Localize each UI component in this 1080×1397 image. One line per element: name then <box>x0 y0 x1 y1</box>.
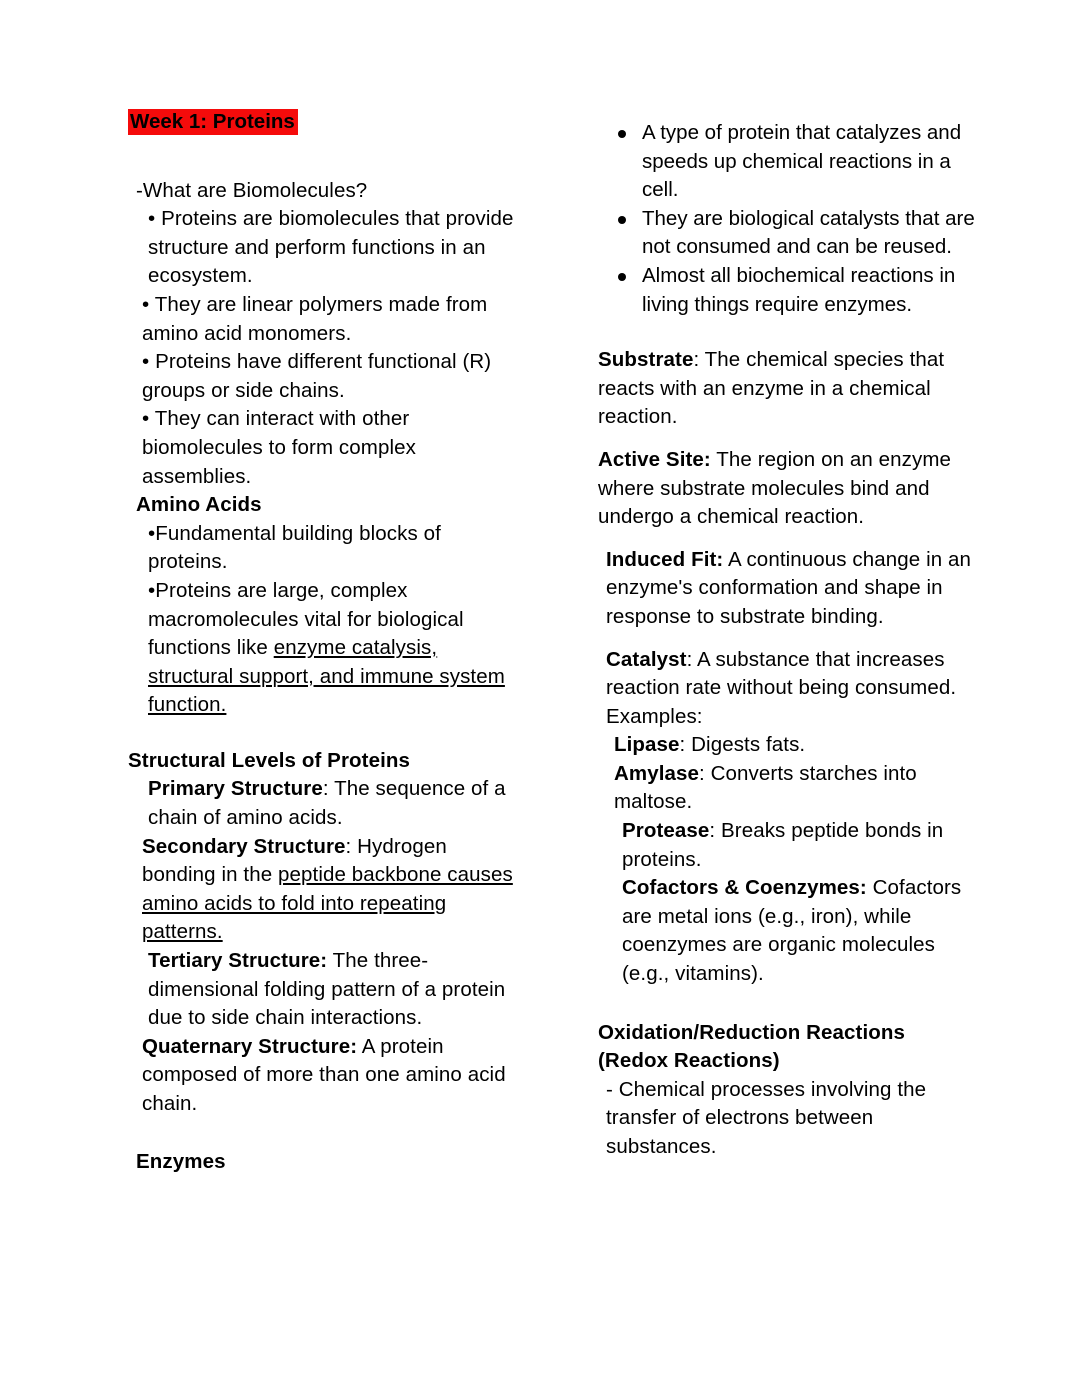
secondary-structure <box>128 833 518 947</box>
primary-structure-text: : The sequence of a chain of amino acids. <box>148 777 506 830</box>
redox-heading: Oxidation/Reduction Reactions (Redox Reactions) <box>598 1020 906 1073</box>
protease-text: : Breaks peptide bonds in proteins. <box>622 819 944 871</box>
amylase-definition <box>588 760 978 817</box>
amino-acids-point-2-plain: •Proteins are large, complex macromolecules vital for biological functions like <box>148 578 464 660</box>
tertiary-structure-text: The three-dimensional folding pattern of a protein due to side chain interactions. <box>148 949 506 1030</box>
primary-structure <box>128 775 518 832</box>
lipase-label: Lipase <box>614 733 680 757</box>
amylase-text: : Converts starches into maltose. <box>614 761 917 814</box>
induced-fit-text: A continuous change in an enzyme's conformation and shape in response to substrate binding. <box>606 547 972 628</box>
page-title <box>128 108 518 137</box>
tertiary-structure <box>128 947 518 1033</box>
amino-acids-point-2-underlined: enzyme catalysis, structural support, and immune system function. <box>148 636 505 717</box>
biomolecules-bullet-2: • They are linear polymers made from amino acid monomers. <box>142 292 488 345</box>
catalyst-definition <box>588 646 978 703</box>
lipase-text: : Digests fats. <box>679 733 806 757</box>
active-site-label: Active Site: <box>598 447 711 471</box>
left-column <box>128 108 518 1176</box>
substrate-label: Substrate <box>598 348 694 372</box>
substrate-definition <box>588 346 978 432</box>
amino-acids-point-2 <box>128 577 518 720</box>
primary-structure-label: Primary Structure <box>148 777 323 801</box>
active-site-text: The region on an enzyme where substrate molecules bind and undergo a chemical reaction. <box>598 447 952 529</box>
amino-acids-point-1: •Fundamental building blocks of proteins. <box>148 521 441 574</box>
enzyme-bullet-list <box>588 119 978 319</box>
list-item: A type of protein that catalyzes and speeds up chemical reactions in a cell. <box>642 119 978 205</box>
list-item: Almost all biochemical reactions in living things require enzymes. <box>642 262 978 319</box>
secondary-structure-text: : Hydrogen bonding in the <box>142 834 447 887</box>
tertiary-structure-label: Tertiary Structure: <box>148 949 328 973</box>
structural-levels-heading: Structural Levels of Proteins <box>128 748 411 772</box>
active-site-definition <box>588 446 978 532</box>
secondary-structure-underlined: peptide backbone causes amino acids to fold into repeating patterns. <box>142 863 513 944</box>
quaternary-structure <box>128 1033 518 1119</box>
protease-label: Protease <box>622 819 710 843</box>
cofactors-text: Cofactors are metal ions (e.g., iron), while coenzymes are organic molecules (e.g., vitamins). <box>622 876 962 986</box>
biomolecules-bullet-4: • They can interact with other biomolecules to form complex assemblies. <box>142 407 416 488</box>
examples-label: Examples: <box>606 704 703 728</box>
redox-text: - Chemical processes involving the transfer of electrons between substances. <box>606 1077 927 1158</box>
secondary-structure-label: Secondary Structure <box>142 834 346 858</box>
cofactors-definition <box>588 874 978 988</box>
quaternary-structure-label: Quaternary Structure: <box>142 1034 358 1058</box>
enzymes-heading: Enzymes <box>136 1149 226 1173</box>
amylase-label: Amylase <box>614 761 700 785</box>
biomolecules-question: -What are Biomolecules? <box>136 178 368 202</box>
catalyst-label: Catalyst <box>606 647 687 671</box>
protease-definition <box>588 817 978 874</box>
induced-fit-label: Induced Fit: <box>606 547 724 571</box>
substrate-text: : The chemical species that reacts with an enzyme in a chemical reaction. <box>598 348 945 429</box>
list-item: They are biological catalysts that are not consumed and can be reused. <box>642 205 978 262</box>
two-column-layout <box>128 108 975 1176</box>
catalyst-text: : A substance that increases reaction rate without being consumed. <box>606 647 957 700</box>
quaternary-structure-text: A protein composed of more than one amino acid chain. <box>142 1034 506 1115</box>
right-column <box>588 108 978 1162</box>
induced-fit-definition <box>588 546 978 632</box>
biomolecules-bullet-3: • Proteins have different functional (R) groups or side chains. <box>142 350 492 402</box>
biomolecules-bullet-1: • Proteins are biomolecules that provide structure and perform functions in an ecosystem. <box>148 207 514 288</box>
cofactors-label: Cofactors & Coenzymes: <box>622 876 867 900</box>
amino-acids-heading: Amino Acids <box>136 493 262 517</box>
page-title-text: Week 1: Proteins <box>128 109 298 135</box>
lipase-definition <box>588 731 978 760</box>
